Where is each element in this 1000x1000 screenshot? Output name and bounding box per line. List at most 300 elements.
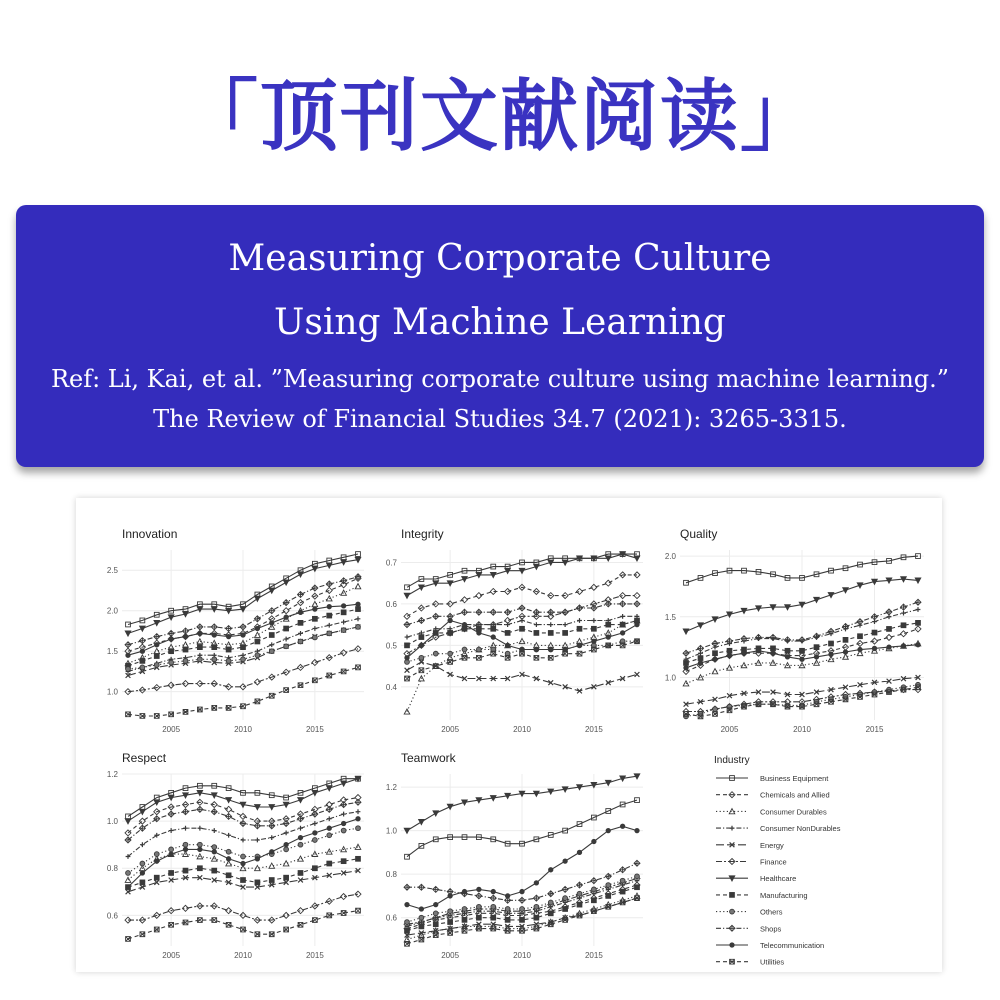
data-point <box>341 821 345 825</box>
data-point <box>226 908 232 914</box>
legend-title: Industry <box>714 755 750 766</box>
data-point <box>269 642 274 647</box>
data-point <box>548 891 554 897</box>
data-point <box>154 663 159 668</box>
data-point <box>356 602 360 606</box>
data-point <box>405 585 410 590</box>
legend-label: Shops <box>760 924 782 934</box>
data-point <box>169 660 174 665</box>
x-tick-label: 2005 <box>441 951 460 960</box>
data-point <box>462 597 468 603</box>
data-point <box>520 626 525 631</box>
data-point <box>341 628 346 633</box>
data-point <box>169 847 174 852</box>
data-point <box>255 699 260 704</box>
data-point <box>183 659 188 664</box>
data-point <box>255 838 260 843</box>
data-point <box>298 835 302 839</box>
data-point <box>241 657 246 662</box>
data-point <box>491 889 495 893</box>
data-point <box>419 635 424 640</box>
data-point <box>183 868 188 873</box>
data-point <box>577 626 582 631</box>
data-point <box>563 631 568 636</box>
data-point <box>843 650 847 654</box>
x-tick-label: 2010 <box>513 725 531 734</box>
data-point <box>620 878 625 883</box>
data-point <box>534 622 539 627</box>
data-point <box>901 604 907 610</box>
data-point <box>534 631 539 636</box>
data-point <box>254 616 260 622</box>
data-point <box>476 593 482 599</box>
data-point <box>562 609 568 615</box>
data-point <box>312 790 318 795</box>
data-point <box>356 625 361 630</box>
data-point <box>226 857 230 861</box>
legend-item-utilities <box>716 958 784 967</box>
data-point <box>448 894 452 898</box>
legend-label: Business Equipment <box>760 774 829 783</box>
data-point <box>212 645 217 650</box>
data-point <box>563 859 567 863</box>
data-point <box>577 618 582 623</box>
data-point <box>197 639 203 644</box>
data-point <box>419 924 424 929</box>
data-point <box>197 826 202 831</box>
data-point <box>154 620 160 625</box>
panel-title: Quality <box>680 527 718 541</box>
data-point <box>534 881 538 885</box>
data-point <box>634 860 640 866</box>
data-point <box>698 656 703 661</box>
y-tick-label: 2.5 <box>106 566 118 576</box>
y-tick-label: 1.0 <box>106 687 118 697</box>
data-point <box>240 624 246 630</box>
data-point <box>254 679 260 685</box>
data-point <box>448 618 452 622</box>
data-point <box>591 887 596 892</box>
legend-item-finance <box>716 858 787 867</box>
data-point <box>634 556 640 561</box>
data-point <box>462 907 467 912</box>
data-point <box>448 651 453 656</box>
data-point <box>154 852 159 857</box>
data-point <box>901 623 906 628</box>
legend-item-energy <box>716 841 784 850</box>
data-point <box>241 645 246 650</box>
data-point <box>284 842 288 846</box>
data-point <box>448 631 453 636</box>
data-point <box>418 884 424 890</box>
data-point <box>814 633 820 639</box>
panel-title: Respect <box>122 751 167 765</box>
x-tick-label: 2010 <box>513 951 531 960</box>
data-point <box>405 643 410 648</box>
data-point <box>155 859 159 863</box>
y-tick-label: 1.0 <box>385 826 397 836</box>
data-point <box>327 604 331 608</box>
data-point <box>140 871 144 875</box>
data-point <box>327 861 332 866</box>
chart-canvas <box>76 498 942 972</box>
data-point <box>577 605 583 611</box>
legend-item-business-equipment <box>716 774 829 783</box>
data-point <box>858 634 863 639</box>
data-point <box>591 878 597 884</box>
data-point <box>577 902 582 907</box>
data-point <box>140 649 144 653</box>
data-point <box>491 626 496 631</box>
data-point <box>212 845 217 850</box>
data-point <box>477 631 481 635</box>
data-point <box>505 894 509 898</box>
data-point <box>168 630 174 636</box>
data-point <box>771 646 776 651</box>
data-point <box>255 880 260 885</box>
x-tick-label: 2015 <box>584 951 603 960</box>
paper-title-line-2: Using Machine Learning <box>274 302 726 343</box>
y-tick-label: 2.0 <box>106 606 118 616</box>
legend-item-shops <box>716 924 782 933</box>
data-point <box>226 806 232 812</box>
data-point <box>284 626 289 631</box>
data-point <box>341 802 347 808</box>
y-tick-label: 0.6 <box>385 913 397 923</box>
data-point <box>741 663 747 668</box>
data-point <box>591 898 596 903</box>
legend-item-telecommunication <box>716 941 824 950</box>
data-point <box>534 647 538 651</box>
data-point <box>169 828 174 833</box>
data-point <box>635 672 640 677</box>
data-point <box>405 668 410 673</box>
reference-line-1: Ref: Li, Kai, et al. ”Measuring corporate culture using machine learning.” <box>50 365 950 393</box>
data-point <box>341 828 346 833</box>
paper-title-line-1: Measuring Corporate Culture <box>228 238 772 279</box>
data-point <box>886 609 892 615</box>
x-tick-label: 2005 <box>162 951 181 960</box>
data-point <box>212 868 217 873</box>
data-point <box>241 633 245 637</box>
data-point <box>356 817 360 821</box>
data-point <box>563 907 568 912</box>
data-point <box>140 809 146 814</box>
data-point <box>433 886 439 892</box>
y-tick-label: 0.7 <box>385 558 397 568</box>
x-tick-label: 2010 <box>234 725 252 734</box>
data-point <box>491 915 496 920</box>
data-point <box>829 652 833 656</box>
data-point <box>226 642 232 647</box>
y-tick-label: 1.5 <box>664 612 676 622</box>
data-point <box>255 639 260 644</box>
x-tick-label: 2010 <box>234 951 252 960</box>
data-point <box>197 866 202 871</box>
data-point <box>829 641 834 646</box>
data-point <box>169 637 173 641</box>
data-point <box>326 581 332 587</box>
data-point <box>591 626 596 631</box>
legend-label: Healthcare <box>760 874 797 884</box>
data-point <box>577 891 582 896</box>
data-point <box>197 806 203 812</box>
data-point <box>562 886 568 892</box>
legend-marker <box>729 925 735 931</box>
data-point <box>620 824 624 828</box>
panel-title: Teamwork <box>401 751 456 765</box>
data-point <box>327 631 332 636</box>
data-point <box>341 859 346 864</box>
x-tick-label: 2005 <box>162 725 181 734</box>
data-point <box>356 616 361 621</box>
data-point <box>212 850 216 854</box>
data-point <box>183 647 188 652</box>
data-point <box>255 653 260 658</box>
data-point <box>476 893 482 899</box>
data-point <box>577 643 581 647</box>
data-point <box>341 620 346 625</box>
data-point <box>462 917 467 922</box>
data-point <box>698 661 702 665</box>
data-point <box>620 614 625 619</box>
data-point <box>169 871 174 876</box>
y-tick-label: 0.6 <box>106 911 118 921</box>
data-point <box>712 617 718 622</box>
x-tick-label: 2015 <box>865 725 884 734</box>
data-point <box>405 902 409 906</box>
data-point <box>620 601 626 607</box>
data-point <box>154 875 159 880</box>
data-point <box>284 831 289 836</box>
data-point <box>814 655 818 659</box>
data-point <box>270 621 274 625</box>
data-point <box>635 622 639 626</box>
legend-label: Chemicals and Allied <box>760 790 830 800</box>
data-point <box>505 631 510 636</box>
legend-marker <box>730 826 735 831</box>
data-point <box>419 907 423 911</box>
data-point <box>533 609 539 615</box>
data-point <box>226 634 230 638</box>
data-point <box>404 884 410 890</box>
data-point <box>476 609 482 615</box>
data-point <box>298 908 304 914</box>
data-point <box>356 908 361 913</box>
data-point <box>169 649 174 654</box>
data-point <box>698 645 704 651</box>
data-point <box>592 639 596 643</box>
data-point <box>126 885 130 889</box>
x-tick-label: 2015 <box>305 951 324 960</box>
data-point <box>462 889 466 893</box>
data-point <box>433 613 439 619</box>
data-point <box>606 828 610 832</box>
data-point <box>284 637 289 642</box>
data-point <box>255 857 259 861</box>
data-point <box>620 631 624 635</box>
data-point <box>419 655 424 660</box>
data-point <box>284 644 289 649</box>
data-point <box>355 799 361 805</box>
data-point <box>241 838 246 843</box>
data-point <box>771 651 775 655</box>
data-point <box>298 639 303 644</box>
data-point <box>241 854 246 859</box>
data-point <box>126 937 131 942</box>
data-point <box>341 610 346 615</box>
data-point <box>154 880 159 885</box>
panel-teamwork <box>386 751 643 960</box>
data-point <box>872 630 877 635</box>
data-point <box>448 920 453 925</box>
data-point <box>198 631 202 635</box>
panel-title: Integrity <box>401 527 444 541</box>
data-point <box>312 635 317 640</box>
data-point <box>312 838 317 843</box>
legend-item-chemicals-and-allied <box>716 791 830 800</box>
data-point <box>418 617 424 623</box>
legend-label: Others <box>760 907 783 917</box>
data-point <box>139 825 145 831</box>
data-point <box>419 668 424 673</box>
data-point <box>800 657 804 661</box>
data-point <box>404 593 410 598</box>
data-point <box>197 657 202 662</box>
data-point <box>197 842 202 847</box>
data-point <box>577 850 581 854</box>
data-point <box>433 911 438 916</box>
data-point <box>269 608 275 614</box>
data-point <box>298 856 304 861</box>
data-point <box>356 665 361 670</box>
y-tick-label: 1.0 <box>664 673 676 683</box>
data-point <box>814 645 819 650</box>
data-point <box>298 842 303 847</box>
data-point <box>712 641 718 647</box>
data-point <box>312 616 317 621</box>
legend-item-manufacturing <box>716 891 808 900</box>
data-point <box>405 656 409 660</box>
data-point <box>698 623 704 628</box>
data-point <box>254 823 260 829</box>
data-point <box>785 648 790 653</box>
data-point <box>327 623 332 628</box>
legend-label: Consumer Durables <box>760 807 827 817</box>
data-point <box>404 622 410 628</box>
data-point <box>126 653 130 657</box>
data-point <box>534 915 539 920</box>
data-point <box>298 572 304 577</box>
data-point <box>605 601 611 607</box>
y-tick-label: 0.6 <box>385 599 397 609</box>
data-point <box>284 847 289 852</box>
data-point <box>505 609 511 615</box>
data-point <box>140 880 145 885</box>
data-point <box>255 632 261 637</box>
data-point <box>592 839 596 843</box>
data-point <box>169 852 173 856</box>
data-point <box>591 605 597 611</box>
data-point <box>155 643 159 647</box>
data-point <box>419 585 425 590</box>
data-point <box>212 828 217 833</box>
y-tick-label: 1.2 <box>385 783 397 793</box>
data-point <box>183 847 187 851</box>
data-point <box>341 578 347 584</box>
legend-label: Telecommunication <box>760 941 825 950</box>
data-point <box>491 635 495 639</box>
data-point <box>434 631 438 635</box>
data-point <box>197 645 202 650</box>
data-point <box>520 907 525 912</box>
data-point <box>269 693 274 698</box>
data-point <box>241 861 245 865</box>
legend-marker <box>730 893 735 898</box>
data-point <box>727 653 731 657</box>
data-point <box>312 626 317 631</box>
data-point <box>548 900 553 905</box>
data-point <box>563 622 568 627</box>
data-point <box>620 889 625 894</box>
data-point <box>901 644 905 648</box>
y-tick-label: 0.8 <box>385 870 397 880</box>
data-point <box>283 600 289 606</box>
data-point <box>872 614 878 620</box>
data-point <box>226 647 231 652</box>
legend-label: Finance <box>760 857 787 867</box>
data-point <box>519 897 525 903</box>
data-point <box>476 904 481 909</box>
data-point <box>312 811 318 817</box>
data-point <box>312 821 317 826</box>
data-point <box>226 849 231 854</box>
data-point <box>770 634 776 640</box>
data-point <box>756 634 762 640</box>
data-point <box>433 922 438 927</box>
data-point <box>212 657 217 662</box>
data-point <box>126 871 131 876</box>
data-point <box>620 622 625 627</box>
data-point <box>327 833 332 838</box>
data-point <box>212 633 216 637</box>
data-point <box>298 620 303 625</box>
data-point <box>477 887 481 891</box>
y-tick-label: 2.0 <box>664 552 676 562</box>
paper-banner <box>16 205 984 467</box>
data-point <box>298 631 303 636</box>
data-point <box>139 638 145 644</box>
data-point <box>785 655 789 659</box>
x-tick-label: 2015 <box>584 725 603 734</box>
data-point <box>505 917 510 922</box>
data-point <box>183 826 188 831</box>
panel-integrity <box>386 527 643 734</box>
data-point <box>683 629 689 634</box>
data-point <box>887 645 891 649</box>
data-point <box>799 637 805 643</box>
data-point <box>404 613 410 619</box>
data-point <box>419 643 423 647</box>
data-point <box>327 613 332 618</box>
data-point <box>140 659 145 664</box>
data-point <box>356 809 361 814</box>
panel-quality <box>665 527 924 734</box>
data-point <box>635 828 639 832</box>
data-point <box>520 917 525 922</box>
data-point <box>226 813 232 819</box>
y-tick-label: 0.4 <box>385 682 397 692</box>
